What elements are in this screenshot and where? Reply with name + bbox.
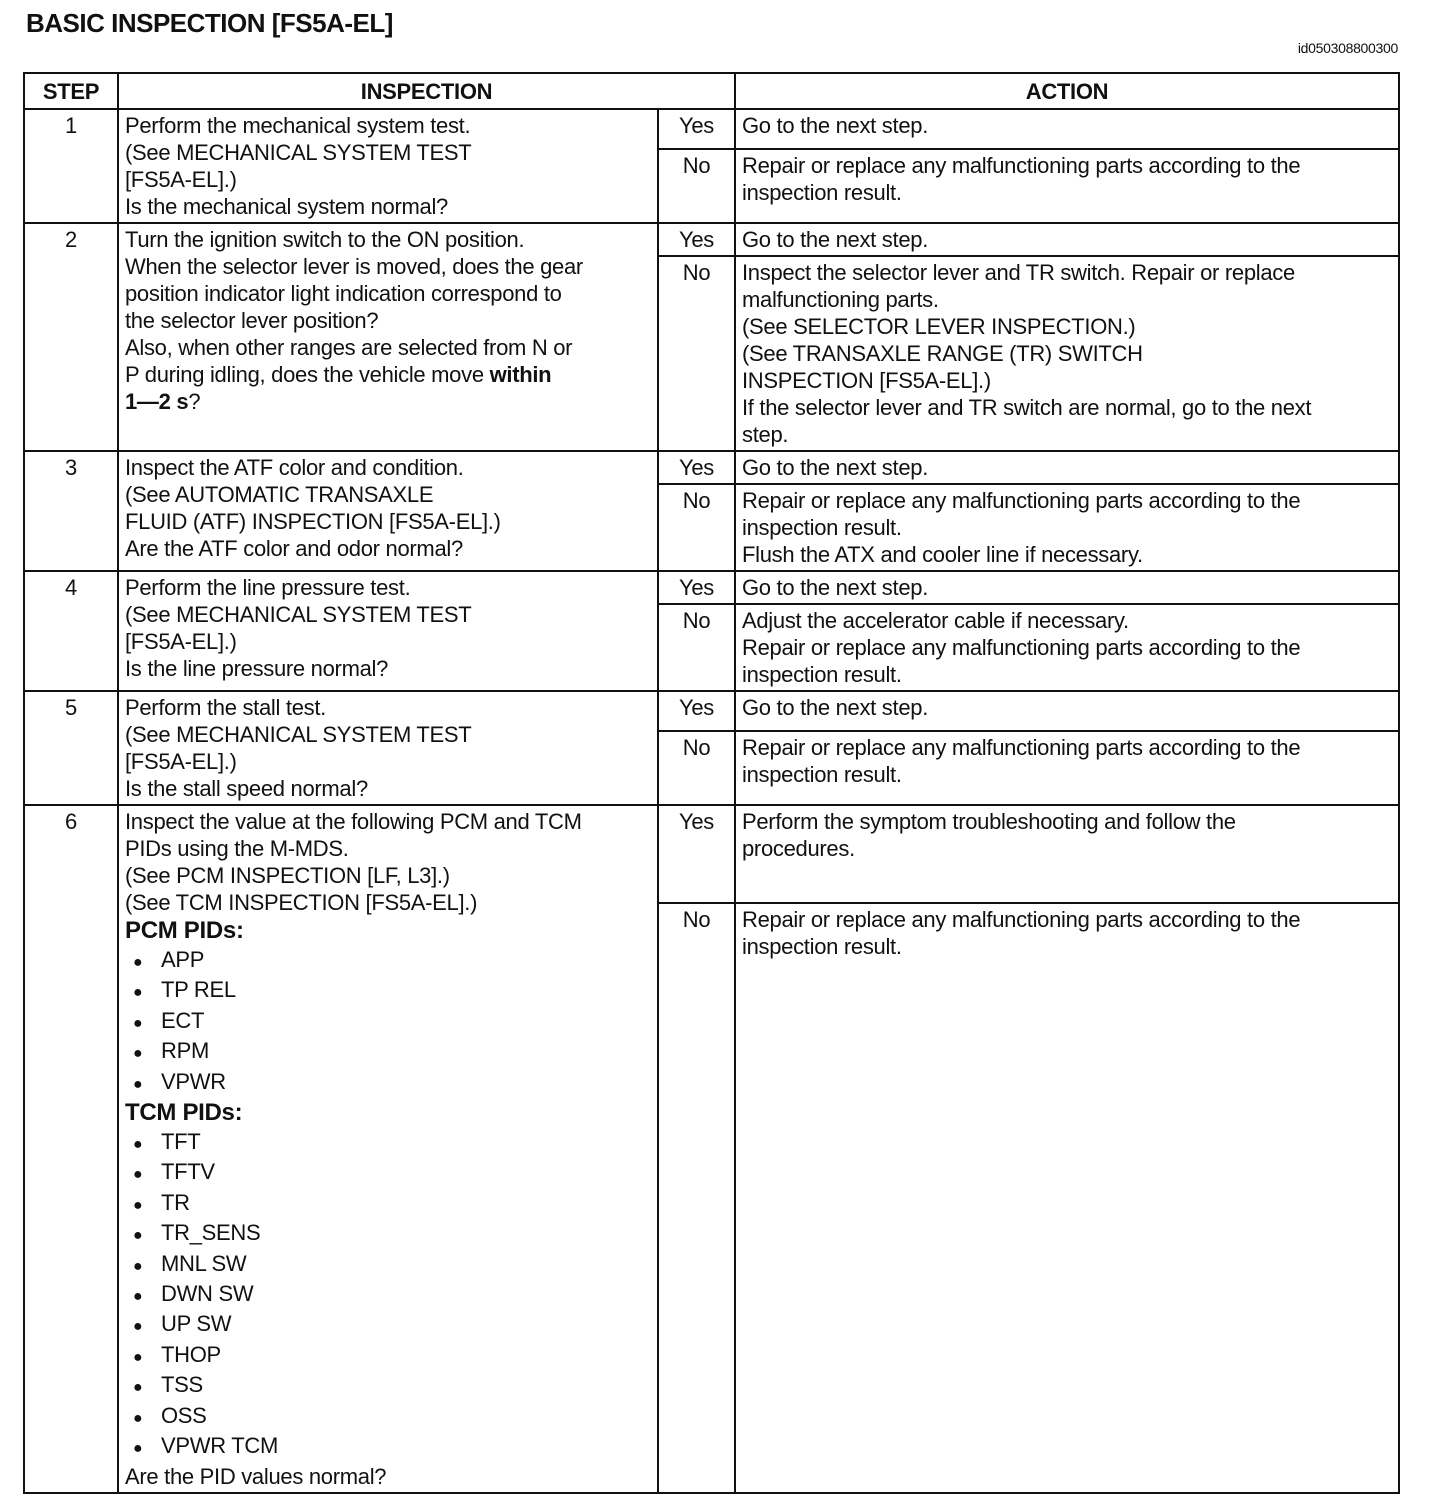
action-line: Repair or replace any malfunctioning parts according to the [742,735,1301,761]
bullet-icon: ● [133,1075,143,1093]
step-number: 4 [24,571,118,691]
inspection-line: (See AUTOMATIC TRANSAXLE [125,482,434,507]
inspection-line [125,388,651,415]
list-item [133,1432,651,1462]
no-action [735,484,1399,571]
inspection-line: When the selector lever is moved, does the gear [125,254,583,279]
action-line: inspection result. [742,180,902,206]
bullet-icon: ● [133,1288,143,1306]
inspection-line: (See MECHANICAL SYSTEM TEST [125,722,472,747]
pid-name: APP [161,947,205,972]
action-line: (See SELECTOR LEVER INSPECTION.) [742,314,1136,339]
action-line: Inspect the selector lever and TR switch. Repair or replace [742,260,1295,285]
action-line: Go to the next step. [742,575,929,600]
action-line: Go to the next step. [742,113,929,138]
action-line: malfunctioning parts. [742,287,939,312]
column-header-inspection: INSPECTION [118,73,735,109]
list-item [133,976,651,1006]
pid-name: DWN SW [161,1281,254,1307]
list-item [133,1037,651,1067]
table-row [24,451,1399,484]
inspection-line: Perform the line pressure test. [125,575,411,600]
inspection-line: (See MECHANICAL SYSTEM TEST [125,602,472,627]
column-header-action: ACTION [735,73,1399,109]
pid-name: TR_SENS [161,1220,261,1246]
inspection-line: position indicator light indication correspond to [125,281,562,306]
bullet-icon: ● [133,984,143,1002]
bullet-icon: ● [133,1166,143,1184]
inspection-cell [118,109,658,223]
inspection-cell [118,451,658,571]
list-item [133,1250,651,1280]
yes-label: Yes [658,109,735,149]
list-item [133,1007,651,1037]
inspection-line: the selector lever position? [125,308,379,333]
inspection-line: Inspect the value at the following PCM and TCM [125,809,582,834]
table-header-row [24,73,1399,109]
inspection-text: ? [188,389,201,414]
action-line: Go to the next step. [742,455,929,480]
action-line: Repair or replace any malfunctioning parts according to the [742,153,1301,179]
list-item [133,1158,651,1188]
no-label: No [658,731,735,805]
action-line: inspection result. [742,662,902,687]
pid-name: RPM [161,1038,209,1064]
no-action [735,149,1399,223]
pcm-pid-list [125,946,651,1098]
inspection-line [125,361,651,388]
pcm-pids-heading: PCM PIDs: [125,917,244,944]
inspection-cell [118,223,658,451]
no-action [735,256,1399,451]
inspection-line: Is the line pressure normal? [125,656,389,681]
pid-name: TP REL [161,977,236,1003]
inspection-line: PIDs using the M-MDS. [125,836,349,861]
action-line: inspection result. [742,762,902,788]
inspection-line: FLUID (ATF) INSPECTION [FS5A-EL].) [125,509,501,534]
no-label: No [658,149,735,223]
inspection-emphasis: 1—2 s [125,389,189,414]
yes-action [735,691,1399,731]
inspection-line: Is the mechanical system normal? [125,194,448,219]
step-number: 1 [24,109,118,223]
bullet-icon: ● [133,1257,143,1275]
action-line: Repair or replace any malfunctioning parts according to the [742,488,1301,513]
no-action [735,731,1399,805]
bullet-icon: ● [133,1196,143,1214]
bullet-icon: ● [133,954,143,971]
action-line: Perform the symptom troubleshooting and follow the [742,809,1236,834]
inspection-line: (See TCM INSPECTION [FS5A-EL].) [125,890,478,915]
pid-name: ECT [161,1007,205,1033]
list-item [133,1371,651,1401]
inspection-line: [FS5A-EL].) [125,167,237,192]
inspection-text: P during idling, does the vehicle move [125,362,490,387]
action-line: Adjust the accelerator cable if necessary. [742,608,1129,633]
action-line: INSPECTION [FS5A-EL].) [742,368,991,393]
list-item [133,1310,651,1340]
table-row [24,223,1399,256]
list-item [133,1341,651,1371]
inspection-line: (See PCM INSPECTION [LF, L3].) [125,863,450,888]
pid-name: TSS [161,1372,203,1398]
inspection-line: Are the ATF color and odor normal? [125,536,463,561]
action-line: step. [742,422,789,447]
table-row [24,571,1399,604]
yes-action [735,571,1399,604]
action-line: (See TRANSAXLE RANGE (TR) SWITCH [742,341,1143,366]
bullet-icon: ● [133,1440,143,1458]
bullet-icon: ● [133,1348,143,1366]
table-row [24,691,1399,731]
action-line: If the selector lever and TR switch are normal, go to the next [742,395,1312,420]
inspection-emphasis: within [489,362,552,387]
basic-inspection-table [23,72,1400,1494]
no-action [735,903,1399,1493]
action-line: inspection result. [742,933,902,959]
column-header-step: STEP [24,73,118,109]
table-row [24,805,1399,903]
bullet-icon: ● [133,1379,143,1397]
step-number: 5 [24,691,118,805]
pid-name: OSS [161,1402,207,1428]
action-line: Flush the ATX and cooler line if necessary. [742,542,1143,567]
bullet-icon: ● [133,1045,143,1063]
action-line: Repair or replace any malfunctioning parts according to the [742,635,1301,660]
yes-label: Yes [658,571,735,604]
no-label: No [658,604,735,691]
inspection-line: Is the stall speed normal? [125,776,368,801]
inspection-line: (See MECHANICAL SYSTEM TEST [125,140,472,165]
list-item [133,1402,651,1432]
list-item [133,1189,651,1219]
inspection-line: [FS5A-EL].) [125,749,237,774]
action-line: inspection result. [742,515,902,540]
bullet-icon: ● [133,1227,143,1245]
no-label: No [658,256,735,451]
yes-action [735,109,1399,149]
list-item [133,1068,651,1098]
no-action [735,604,1399,691]
inspection-line: Inspect the ATF color and condition. [125,455,464,480]
no-label: No [658,903,735,1493]
page-title: BASIC INSPECTION [FS5A-EL] [26,8,393,38]
list-item [133,1219,651,1249]
list-item [133,1128,651,1158]
action-line: Repair or replace any malfunctioning parts according to the [742,906,1301,932]
yes-label: Yes [658,223,735,256]
step-number: 3 [24,451,118,571]
bullet-icon: ● [133,1318,143,1336]
yes-action [735,223,1399,256]
bullet-icon: ● [133,1014,143,1032]
action-line: Go to the next step. [742,695,929,720]
document-id: id050308800300 [1297,40,1398,56]
tcm-pid-list [125,1128,651,1462]
inspection-cell [118,571,658,691]
list-item [133,946,651,976]
step-number: 2 [24,223,118,451]
yes-label: Yes [658,805,735,903]
inspection-question: Are the PID values normal? [125,1463,387,1489]
inspection-line: Perform the mechanical system test. [125,113,471,138]
table-row [24,109,1399,149]
inspection-cell [118,691,658,805]
inspection-line: [FS5A-EL].) [125,629,237,654]
step-number: 6 [24,805,118,1493]
inspection-line: Perform the stall test. [125,695,326,720]
bullet-icon: ● [133,1409,143,1427]
pid-name: TFTV [161,1159,215,1185]
pid-name: MNL SW [161,1250,247,1276]
bullet-icon: ● [133,1136,143,1154]
yes-label: Yes [658,451,735,484]
inspection-line: Turn the ignition switch to the ON position. [125,227,525,252]
no-label: No [658,484,735,571]
yes-label: Yes [658,691,735,731]
list-item [133,1280,651,1310]
pid-name: TFT [161,1129,201,1155]
pid-name: TR [161,1189,190,1215]
pid-name: VPWR [161,1068,226,1094]
action-line: procedures. [742,836,855,861]
pid-name: THOP [161,1341,221,1367]
yes-action [735,805,1399,903]
action-line: Go to the next step. [742,227,929,252]
yes-action [735,451,1399,484]
inspection-line: Also, when other ranges are selected from N or [125,335,573,360]
pid-name: VPWR TCM [161,1433,278,1459]
tcm-pids-heading: TCM PIDs: [125,1099,243,1127]
inspection-cell [118,805,658,1493]
pid-name: UP SW [161,1311,232,1337]
